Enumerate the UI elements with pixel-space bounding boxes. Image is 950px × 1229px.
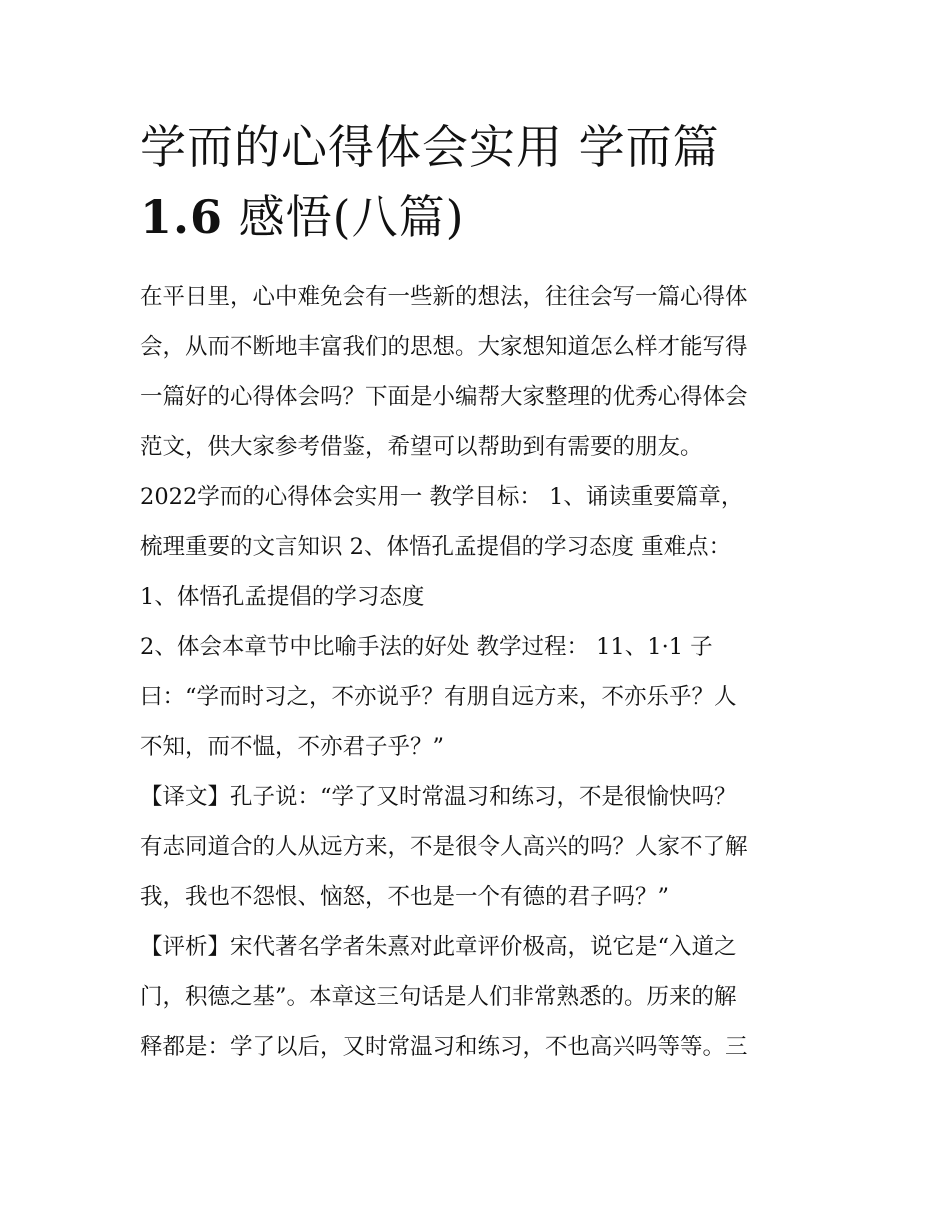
text-line: 2022学而的心得体会实用一 教学目标： 1、诵读重要篇章， [140,484,744,510]
text-line: 我，我也不怨恨、恼怒，不也是一个有德的君子吗？” [140,884,670,910]
document-page [140,112,812,1072]
text-line: 门，积德之基”。本章这三句话是人们非常熟悉的。历来的解 [140,984,737,1010]
text-line: 一篇好的心得体会吗？下面是小编帮大家整理的优秀心得体会 [140,384,748,410]
body-text [140,272,812,1072]
text-line: 范文，供大家参考借鉴，希望可以帮助到有需要的朋友。 [140,434,703,460]
text-line: 2、体会本章节中比喻手法的好处 教学过程： 11、1·1 子 [140,634,713,660]
text-line: 曰：“学而时习之，不亦说乎？有朋自远方来，不亦乐乎？人 [140,684,737,710]
text-line: 梳理重要的文言知识 2、体悟孔孟提倡的学习态度 重难点： [140,534,732,560]
title-number: 1.6 [140,190,224,244]
text-line: 【译文】孔子说：“学了又时常温习和练习，不是很愉快吗？ [140,784,737,810]
title-line-1: 学而的心得体会实用 学而篇 [140,120,720,174]
text-line: 有志同道合的人从远方来，不是很令人高兴的吗？人家不了解 [140,834,748,860]
text-line: 1、体悟孔孟提倡的学习态度 [140,584,425,610]
document-body [140,272,812,1072]
text-line: 不知，而不愠，不亦君子乎？” [140,734,445,760]
title-line-2-text: 感悟(八篇) [238,190,465,244]
text-line: 释都是：学了以后，又时常温习和练习，不也高兴吗等等。三 [140,1034,748,1060]
text-line: 【评析】宋代著名学者朱熹对此章评价极高，说它是“入道之 [140,934,737,960]
text-line: 会，从而不断地丰富我们的思想。大家想知道怎么样才能写得 [140,334,748,360]
document-title [140,112,812,252]
text-line: 在平日里，心中难免会有一些新的想法，往往会写一篇心得体 [140,284,748,310]
title-line-2 [140,182,812,252]
